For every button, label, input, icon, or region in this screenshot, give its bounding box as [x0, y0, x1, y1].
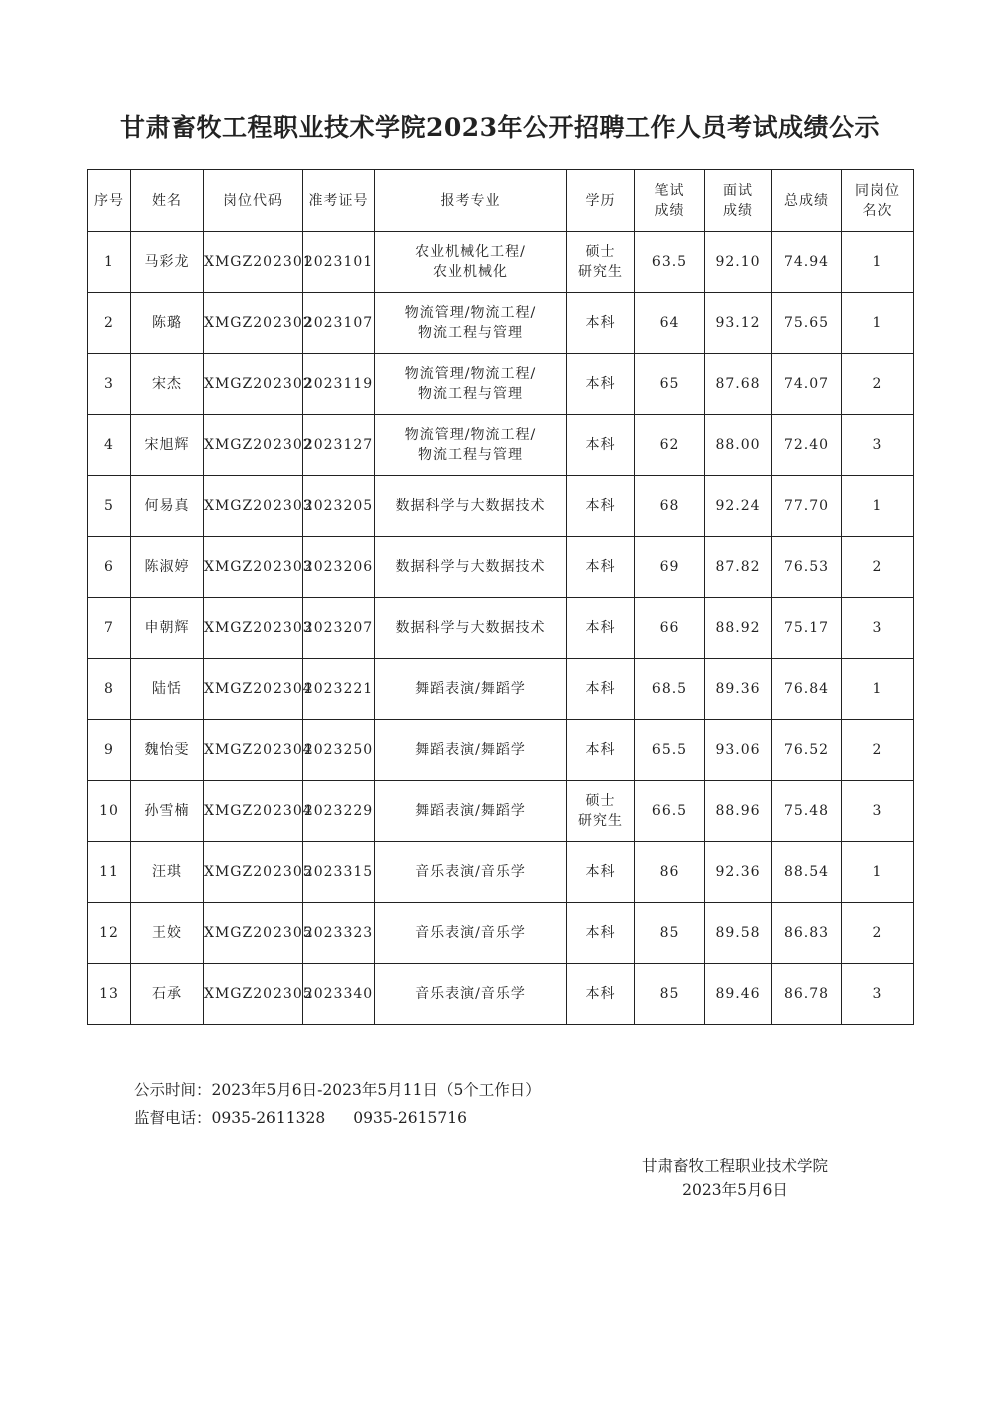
- table-row: [88, 781, 914, 842]
- header-interview-line1: 面试: [723, 182, 753, 199]
- cell-rank: 3: [842, 964, 914, 1025]
- header-written-line1: 笔试: [654, 182, 685, 199]
- cell-written: 68.5: [635, 659, 705, 720]
- cell-education: [567, 659, 635, 720]
- cell-written: 85: [635, 903, 705, 964]
- cell-written: 68: [635, 476, 705, 537]
- cell-education: [567, 537, 635, 598]
- cell-written: 86: [635, 842, 705, 903]
- cell-no: 3: [88, 354, 131, 415]
- cell-education-line2: 研究生: [578, 813, 623, 829]
- cell-education-line1: 本科: [585, 498, 616, 514]
- cell-interview: 87.82: [705, 537, 772, 598]
- cell-rank: 3: [842, 781, 914, 842]
- cell-post-code: XMGZ202304: [204, 720, 303, 781]
- cell-rank: 2: [842, 720, 914, 781]
- table-header-row: [88, 170, 914, 232]
- header-interview-line2: 成绩: [723, 202, 753, 219]
- cell-rank: 1: [842, 842, 914, 903]
- cell-interview: 88.92: [705, 598, 772, 659]
- cell-education-line1: 本科: [585, 437, 616, 453]
- cell-ticket: 2023221: [303, 659, 375, 720]
- cell-major-line1: 数据科学与大数据技术: [395, 620, 546, 636]
- table-row: [88, 903, 914, 964]
- cell-written: 85: [635, 964, 705, 1025]
- cell-education: [567, 903, 635, 964]
- cell-ticket: 2023250: [303, 720, 375, 781]
- header-interview: [705, 170, 772, 232]
- table-row: [88, 537, 914, 598]
- cell-total: 75.48: [772, 781, 842, 842]
- cell-major-line1: 音乐表演/音乐学: [415, 925, 526, 941]
- header-no: 序号: [88, 170, 131, 232]
- cell-ticket: 2023340: [303, 964, 375, 1025]
- cell-post-code: XMGZ202305: [204, 903, 303, 964]
- cell-written: 63.5: [635, 232, 705, 293]
- cell-name: 宋旭辉: [131, 415, 204, 476]
- cell-post-code: XMGZ202303: [204, 537, 303, 598]
- cell-no: 8: [88, 659, 131, 720]
- cell-education-line1: 本科: [585, 376, 616, 392]
- cell-name: 汪琪: [131, 842, 204, 903]
- header-rank-line1: 同岗位: [855, 182, 900, 199]
- cell-major: [375, 720, 567, 781]
- table-row: [88, 415, 914, 476]
- cell-major: [375, 659, 567, 720]
- signature-block: [610, 1154, 860, 1202]
- cell-no: 10: [88, 781, 131, 842]
- cell-rank: 1: [842, 232, 914, 293]
- phone-label: 监督电话：: [134, 1109, 212, 1127]
- cell-major: [375, 415, 567, 476]
- cell-education-line1: 本科: [585, 925, 616, 941]
- cell-education: [567, 232, 635, 293]
- cell-name: 马彩龙: [131, 232, 204, 293]
- table-row: [88, 720, 914, 781]
- cell-total: 76.84: [772, 659, 842, 720]
- cell-education: [567, 964, 635, 1025]
- cell-written: 62: [635, 415, 705, 476]
- cell-ticket: 2023229: [303, 781, 375, 842]
- cell-major-line1: 舞蹈表演/舞蹈学: [415, 803, 526, 819]
- cell-major-line1: 物流管理/物流工程/: [404, 366, 537, 382]
- cell-post-code: XMGZ202302: [204, 415, 303, 476]
- cell-no: 5: [88, 476, 131, 537]
- phone-2: 0935-2615716: [353, 1109, 467, 1127]
- header-rank-line2: 名次: [862, 202, 893, 219]
- cell-written: 66.5: [635, 781, 705, 842]
- table-row: [88, 476, 914, 537]
- cell-major: [375, 903, 567, 964]
- cell-interview: 93.06: [705, 720, 772, 781]
- header-rank: [842, 170, 914, 232]
- cell-major-line1: 物流管理/物流工程/: [404, 305, 537, 321]
- cell-name: 陈璐: [131, 293, 204, 354]
- cell-total: 75.17: [772, 598, 842, 659]
- table-row: [88, 842, 914, 903]
- cell-total: 76.52: [772, 720, 842, 781]
- cell-major: [375, 293, 567, 354]
- cell-education: [567, 415, 635, 476]
- supervision-phone: [134, 1104, 541, 1132]
- header-major: 报考专业: [375, 170, 567, 232]
- cell-post-code: XMGZ202304: [204, 659, 303, 720]
- cell-name: 魏怡雯: [131, 720, 204, 781]
- table-row: [88, 659, 914, 720]
- notes: [134, 1076, 541, 1132]
- cell-major-line1: 舞蹈表演/舞蹈学: [415, 681, 526, 697]
- cell-total: 77.70: [772, 476, 842, 537]
- cell-major: [375, 781, 567, 842]
- cell-written: 69: [635, 537, 705, 598]
- cell-rank: 3: [842, 598, 914, 659]
- score-table-body: [88, 232, 914, 1025]
- cell-post-code: XMGZ202301: [204, 232, 303, 293]
- score-table: [87, 169, 914, 1025]
- cell-rank: 1: [842, 293, 914, 354]
- cell-major: [375, 537, 567, 598]
- cell-interview: 89.46: [705, 964, 772, 1025]
- cell-ticket: 2023101: [303, 232, 375, 293]
- cell-interview: 88.00: [705, 415, 772, 476]
- cell-education: [567, 598, 635, 659]
- cell-education-line1: 本科: [585, 986, 616, 1002]
- cell-total: 86.83: [772, 903, 842, 964]
- cell-rank: 3: [842, 415, 914, 476]
- cell-interview: 87.68: [705, 354, 772, 415]
- cell-ticket: 2023127: [303, 415, 375, 476]
- cell-name: 宋杰: [131, 354, 204, 415]
- cell-education-line1: 硕士: [585, 793, 616, 809]
- cell-rank: 1: [842, 659, 914, 720]
- cell-education-line1: 本科: [585, 620, 616, 636]
- cell-total: 72.40: [772, 415, 842, 476]
- cell-interview: 89.58: [705, 903, 772, 964]
- cell-total: 88.54: [772, 842, 842, 903]
- cell-written: 65: [635, 354, 705, 415]
- cell-education: [567, 720, 635, 781]
- cell-total: 86.78: [772, 964, 842, 1025]
- header-written-line2: 成绩: [654, 202, 685, 219]
- cell-total: 74.07: [772, 354, 842, 415]
- cell-post-code: XMGZ202305: [204, 842, 303, 903]
- cell-total: 76.53: [772, 537, 842, 598]
- cell-major-line2: 农业机械化: [433, 264, 508, 280]
- cell-no: 4: [88, 415, 131, 476]
- cell-ticket: 2023206: [303, 537, 375, 598]
- table-row: [88, 964, 914, 1025]
- cell-major-line1: 物流管理/物流工程/: [404, 427, 537, 443]
- cell-no: 6: [88, 537, 131, 598]
- cell-major: [375, 476, 567, 537]
- cell-major-line1: 农业机械化工程/: [415, 244, 526, 260]
- cell-interview: 92.36: [705, 842, 772, 903]
- cell-name: 孙雪楠: [131, 781, 204, 842]
- header-education: 学历: [567, 170, 635, 232]
- cell-post-code: XMGZ202305: [204, 964, 303, 1025]
- table-row: [88, 598, 914, 659]
- cell-total: 75.65: [772, 293, 842, 354]
- cell-written: 66: [635, 598, 705, 659]
- cell-interview: 88.96: [705, 781, 772, 842]
- cell-education-line1: 本科: [585, 742, 616, 758]
- cell-name: 申朝辉: [131, 598, 204, 659]
- cell-rank: 1: [842, 476, 914, 537]
- cell-major: [375, 232, 567, 293]
- cell-post-code: XMGZ202302: [204, 293, 303, 354]
- cell-rank: 2: [842, 537, 914, 598]
- signature-date: 2023年5月6日: [682, 1181, 788, 1199]
- header-name: 姓名: [131, 170, 204, 232]
- cell-total: 74.94: [772, 232, 842, 293]
- cell-name: 石承: [131, 964, 204, 1025]
- cell-no: 9: [88, 720, 131, 781]
- cell-ticket: 2023323: [303, 903, 375, 964]
- cell-written: 64: [635, 293, 705, 354]
- cell-education-line1: 本科: [585, 864, 616, 880]
- cell-major: [375, 598, 567, 659]
- cell-major-line1: 音乐表演/音乐学: [415, 986, 526, 1002]
- cell-written: 65.5: [635, 720, 705, 781]
- cell-major-line1: 舞蹈表演/舞蹈学: [415, 742, 526, 758]
- cell-name: 何易真: [131, 476, 204, 537]
- cell-major: [375, 842, 567, 903]
- publicity-period: 公示时间：2023年5月6日-2023年5月11日（5个工作日）: [134, 1081, 541, 1099]
- table-row: [88, 354, 914, 415]
- table-row: [88, 293, 914, 354]
- cell-education: [567, 476, 635, 537]
- cell-no: 1: [88, 232, 131, 293]
- cell-post-code: XMGZ202303: [204, 476, 303, 537]
- cell-no: 13: [88, 964, 131, 1025]
- cell-ticket: 2023107: [303, 293, 375, 354]
- header-total: 总成绩: [772, 170, 842, 232]
- cell-education: [567, 842, 635, 903]
- cell-education-line1: 本科: [585, 559, 616, 575]
- cell-post-code: XMGZ202304: [204, 781, 303, 842]
- cell-major-line1: 数据科学与大数据技术: [395, 498, 546, 514]
- header-written: [635, 170, 705, 232]
- cell-education-line2: 研究生: [578, 264, 623, 280]
- cell-major-line2: 物流工程与管理: [418, 447, 523, 463]
- cell-interview: 89.36: [705, 659, 772, 720]
- cell-major-line1: 音乐表演/音乐学: [415, 864, 526, 880]
- cell-post-code: XMGZ202302: [204, 354, 303, 415]
- cell-interview: 93.12: [705, 293, 772, 354]
- header-post-code: 岗位代码: [204, 170, 303, 232]
- header-ticket: 准考证号: [303, 170, 375, 232]
- cell-ticket: 2023315: [303, 842, 375, 903]
- cell-no: 2: [88, 293, 131, 354]
- cell-no: 11: [88, 842, 131, 903]
- cell-education: [567, 293, 635, 354]
- cell-education: [567, 354, 635, 415]
- cell-post-code: XMGZ202303: [204, 598, 303, 659]
- cell-rank: 2: [842, 354, 914, 415]
- cell-ticket: 2023207: [303, 598, 375, 659]
- cell-education-line1: 本科: [585, 681, 616, 697]
- cell-ticket: 2023205: [303, 476, 375, 537]
- cell-no: 7: [88, 598, 131, 659]
- page-title: 甘肃畜牧工程职业技术学院2023年公开招聘工作人员考试成绩公示: [119, 113, 881, 142]
- cell-name: 陈淑婷: [131, 537, 204, 598]
- cell-ticket: 2023119: [303, 354, 375, 415]
- cell-name: 陆恬: [131, 659, 204, 720]
- cell-major-line2: 物流工程与管理: [418, 386, 523, 402]
- cell-major-line2: 物流工程与管理: [418, 325, 523, 341]
- cell-education-line1: 硕士: [585, 244, 616, 260]
- table-row: [88, 232, 914, 293]
- cell-name: 王姣: [131, 903, 204, 964]
- cell-education: [567, 781, 635, 842]
- cell-major-line1: 数据科学与大数据技术: [395, 559, 546, 575]
- signature-org: 甘肃畜牧工程职业技术学院: [641, 1157, 828, 1175]
- cell-major: [375, 964, 567, 1025]
- cell-rank: 2: [842, 903, 914, 964]
- cell-major: [375, 354, 567, 415]
- cell-education-line1: 本科: [585, 315, 616, 331]
- cell-no: 12: [88, 903, 131, 964]
- phone-1: 0935-2611328: [211, 1109, 326, 1127]
- cell-interview: 92.24: [705, 476, 772, 537]
- cell-interview: 92.10: [705, 232, 772, 293]
